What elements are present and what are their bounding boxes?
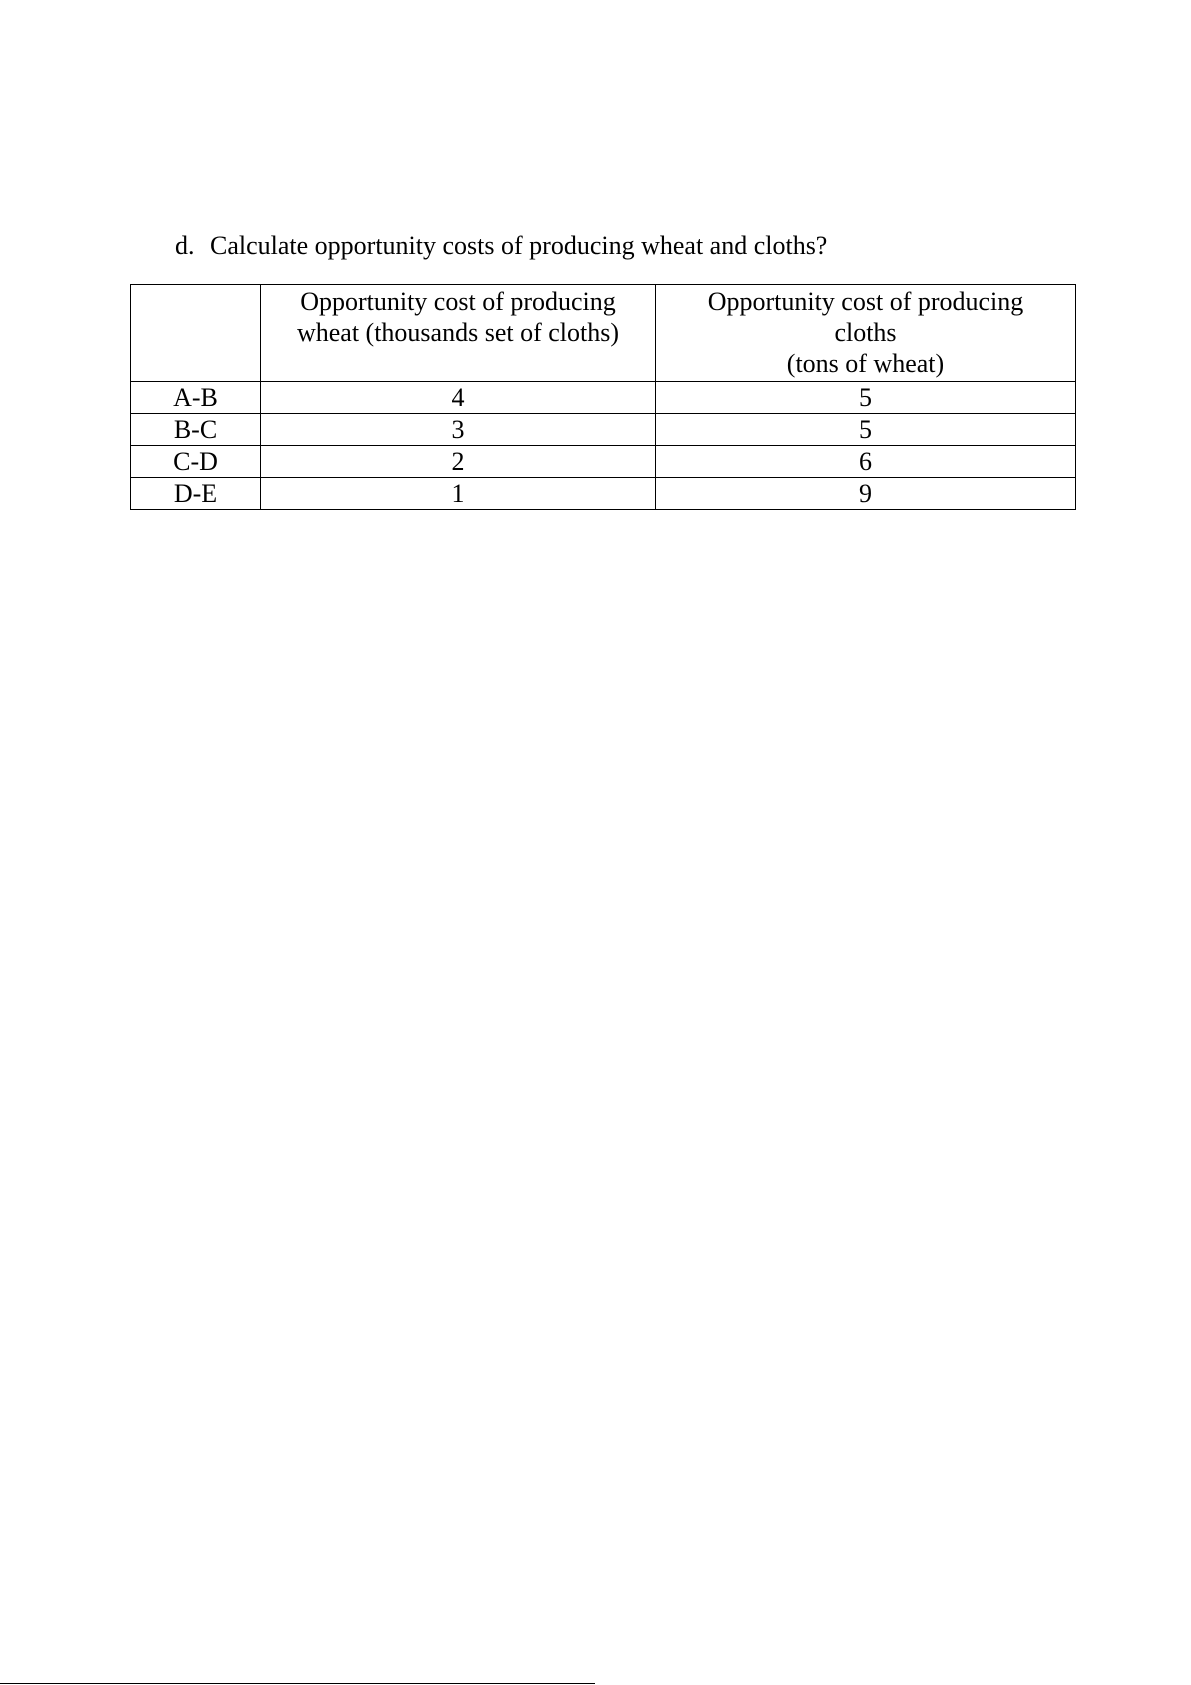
- cloths-cost-value: 9: [656, 478, 1076, 510]
- cloths-cost-value: 6: [656, 446, 1076, 478]
- cloths-cost-value: 5: [656, 382, 1076, 414]
- opportunity-cost-table: [130, 284, 1076, 510]
- wheat-cost-value: 1: [261, 478, 656, 510]
- row-label: C-D: [131, 446, 261, 478]
- header-wheat-line-1: Opportunity cost of producing: [300, 287, 616, 316]
- row-label: A-B: [131, 382, 261, 414]
- header-cloths-line-2: cloths: [834, 318, 897, 347]
- header-cloths-opportunity-cost: [656, 285, 1076, 382]
- table-row: [131, 446, 1076, 478]
- question-body: Calculate opportunity costs of producing wheat and cloths?: [210, 231, 828, 260]
- table-row: [131, 478, 1076, 510]
- row-label: B-C: [131, 414, 261, 446]
- question-marker: d.: [175, 231, 195, 260]
- question-text: [175, 230, 827, 261]
- header-cloths-line-3: (tons of wheat): [786, 349, 945, 378]
- header-wheat-opportunity-cost: [261, 285, 656, 382]
- header-cloths-line-1: Opportunity cost of producing: [707, 287, 1024, 316]
- wheat-cost-value: 2: [261, 446, 656, 478]
- header-wheat-line-2: wheat (thousands set of cloths): [296, 318, 620, 347]
- wheat-cost-value: 4: [261, 382, 656, 414]
- wheat-cost-value: 3: [261, 414, 656, 446]
- footnote-divider: [0, 1683, 595, 1684]
- header-blank-cell: [131, 285, 261, 382]
- table-header-row: [131, 285, 1076, 382]
- table-row: [131, 414, 1076, 446]
- table-row: [131, 382, 1076, 414]
- cloths-cost-value: 5: [656, 414, 1076, 446]
- row-label: D-E: [131, 478, 261, 510]
